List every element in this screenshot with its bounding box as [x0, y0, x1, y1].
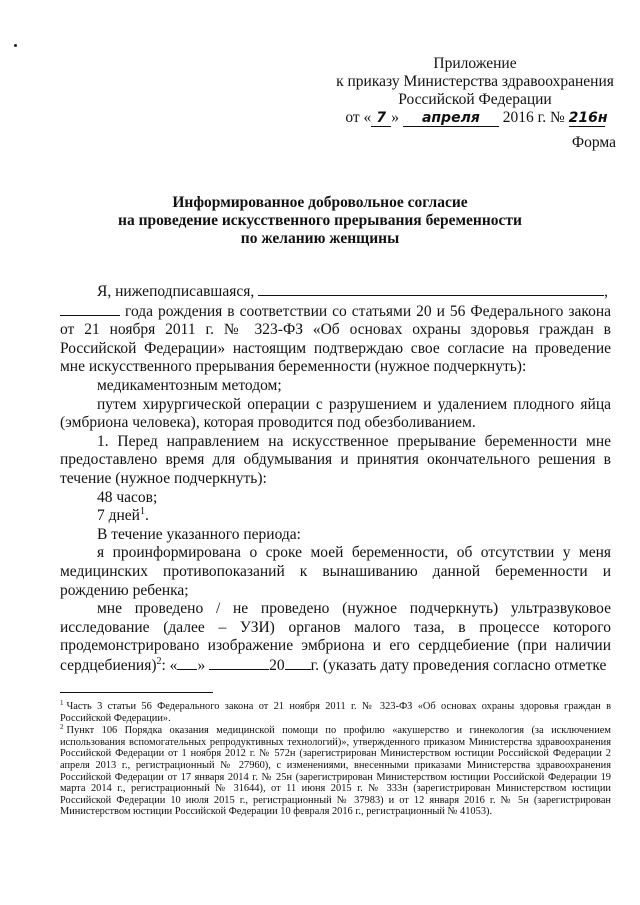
date-month: апреля	[403, 111, 499, 127]
footnote-1	[60, 698, 611, 724]
option-48-hours: 48 часов;	[97, 488, 158, 506]
order-date-line	[330, 109, 620, 127]
header-line-appendix: Приложение	[433, 55, 517, 72]
title-line-2: на проведение искусственного прерывания беременности	[118, 212, 522, 229]
name-field[interactable]	[258, 282, 604, 296]
order-number: 216н	[568, 110, 608, 126]
signer-line	[60, 282, 611, 302]
option-surgical: путем хирургической операции с разрушением и удалением плодного яйца (эмбриона человека), которая проводится под обезболиванием.	[60, 395, 611, 432]
footnote-separator	[60, 692, 213, 693]
order-header	[330, 55, 620, 127]
ultrasound-paragraph	[60, 600, 611, 675]
date-year: 2016 г. №	[502, 109, 565, 126]
reflection-period-paragraph: 1. Перед направлением на искусственное прерывание беременности мне предоставлено время для обдумывания и принятия окончательного решения в течение (нужное подчеркнуть):	[60, 432, 611, 487]
birth-year-paragraph	[60, 302, 611, 377]
ultrasound-text-end: г. (указать дату проведения согласно отметке	[310, 656, 607, 674]
footnote-1-text: Часть 3 статьи 56 Федерального закона от 21 ноября 2011 г. № 323-ФЗ «Об основах охраны здоровья граждан в Российской Федерации».	[60, 701, 611, 724]
consent-statement: года рождения в соответствии со статьями 20 и 56 Федерального закона от 21 ноября 2011 г. № 323-ФЗ «Об основах охраны здоровья граждан в Российской Федерации» настоящим подтверждаю свое согласие на проведение мне искусственного прерывания беременности (нужное подчеркнуть):	[60, 302, 612, 376]
ultrasound-year-prefix: 20	[269, 656, 285, 674]
header-line-order: к приказу Министерства здравоохранения	[336, 73, 614, 90]
footnote-1-number: 1	[60, 698, 64, 707]
date-day: 7	[371, 111, 391, 127]
date-prefix: от «	[345, 109, 372, 126]
option-7-days-text: 7 дней	[97, 507, 140, 525]
form-label: Форма	[571, 134, 616, 151]
period-heading: В течение указанного периода:	[97, 525, 301, 543]
footnote-ref-2[interactable]: 2	[156, 655, 162, 667]
footnote-2-text: Пункт 106 Порядка оказания медицинской помощи по профилю «акушерство и гинекология (за исключением использования вспомогательных репродуктивных технологий)», утвержденного приказом Министерства здравоохранения Российской Федерации от 1 ноября 2012 г. № 572н (зарегистрирован Министерством юстиции Российской Федерации 2 апреля 2013 г., регистрационный № 27960), с изменениями, внесенными приказами Министерства здравоохранения Российской Федерации от 17 января 2014 г. № 25н (зарегистрирован Министерством юстиции Российской Федерации 19 марта 2014 г., регистрационный № 31644), от 11 июня 2015 г. № 333н (зарегистрирован Министерством юстиции Российской Федерации 10 июля 2015 г., регистрационный № 37983) и от 12 января 2016 г. № 5н (зарегистрирован Министерством юстиции Российской Федерации 10 февраля 2016 г., регистрационный № 41053).	[60, 725, 611, 818]
option-7-days	[60, 507, 611, 526]
consent-body	[60, 282, 611, 675]
scan-dot	[14, 44, 17, 47]
footnote-2-number: 2	[60, 722, 64, 731]
signer-comma: ,	[604, 283, 608, 300]
birth-year-field[interactable]	[60, 302, 120, 316]
ultrasound-month-field[interactable]	[209, 656, 269, 670]
date-mid: »	[391, 109, 400, 126]
document-title	[60, 194, 580, 248]
option-medication: медикаментозным методом;	[97, 376, 282, 394]
date-quote-close: »	[197, 656, 206, 674]
title-line-3: по желанию женщины	[240, 230, 400, 247]
ultrasound-year-field[interactable]	[285, 656, 311, 670]
footnotes	[60, 698, 611, 819]
ultrasound-day-field[interactable]	[177, 656, 197, 670]
title-line-1: Информированное добровольное согласие	[172, 194, 468, 211]
header-line-federation: Российской Федерации	[398, 91, 552, 108]
footnote-2	[60, 722, 611, 818]
option-7-days-end: .	[144, 507, 149, 525]
footnote-ref-1[interactable]: 1	[139, 505, 145, 517]
informed-paragraph: я проинформирована о сроке моей беременности, об отсутствии у меня медицинских противопоказаний к вынашиванию данной беременности и рождению ребенка;	[60, 544, 611, 599]
signer-intro: Я, нижеподписавшаяся,	[97, 283, 255, 300]
date-quote-open: : «	[161, 656, 178, 674]
ultrasound-text: мне проведено / не проведено (нужное подчеркнуть) ультразвуковое исследование (далее – УЗИ) органов малого таза, в процессе которого продемонстрировано изображение эмбриона и его сердцебиение (при наличии сердцебиения)	[60, 600, 611, 674]
